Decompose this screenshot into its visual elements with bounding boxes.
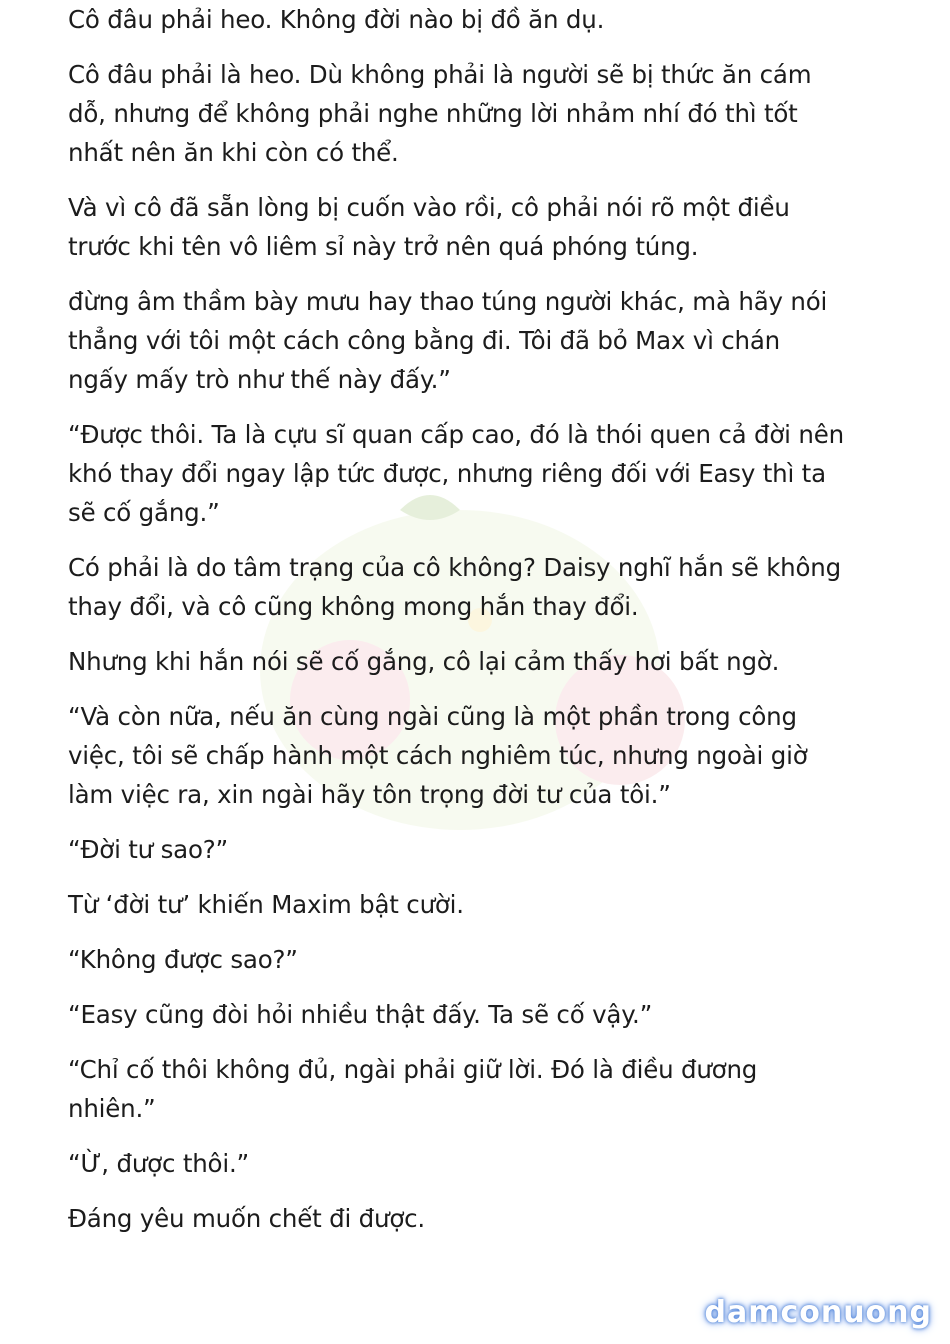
paragraph [68, 1050, 898, 1128]
text-line: Cô đâu phải là heo. Dù không phải là người sẽ bị thức ăn cám [68, 60, 812, 89]
text-line: trước khi tên vô liêm sỉ này trở nên quá phóng túng. [68, 232, 699, 261]
paragraph [68, 642, 898, 681]
text-line: nhiên.” [68, 1094, 156, 1123]
text-line: dỗ, nhưng để không phải nghe những lời nhảm nhí đó thì tốt [68, 99, 798, 128]
paragraph [68, 1199, 898, 1238]
document-body [68, 0, 898, 1254]
text-line: Đáng yêu muốn chết đi được. [68, 1204, 425, 1233]
text-line: sẽ cố gắng.” [68, 498, 220, 527]
text-line: “Đời tư sao?” [68, 835, 229, 864]
paragraph [68, 548, 898, 626]
text-line: “Chỉ cố thôi không đủ, ngài phải giữ lời. Đó là điều đương [68, 1055, 758, 1084]
paragraph [68, 188, 898, 266]
text-line: làm việc ra, xin ngài hãy tôn trọng đời tư của tôi.” [68, 780, 671, 809]
watermark-brand: damconuong [704, 1295, 932, 1330]
text-line: nhất nên ăn khi còn có thể. [68, 138, 399, 167]
paragraph [68, 0, 898, 39]
text-line: Có phải là do tâm trạng của cô không? Daisy nghĩ hắn sẽ không [68, 553, 841, 582]
text-line: khó thay đổi ngay lập tức được, nhưng riêng đối với Easy thì ta [68, 459, 826, 488]
text-line: thay đổi, và cô cũng không mong hắn thay đổi. [68, 592, 639, 621]
paragraph [68, 830, 898, 869]
text-line: đừng âm thầm bày mưu hay thao túng người khác, mà hãy nói [68, 287, 828, 316]
paragraph [68, 995, 898, 1034]
text-line: ngấy mấy trò như thế này đấy.” [68, 365, 451, 394]
paragraph [68, 415, 898, 532]
text-line: “Ừ, được thôi.” [68, 1149, 250, 1178]
text-line: Nhưng khi hắn nói sẽ cố gắng, cô lại cảm thấy hơi bất ngờ. [68, 647, 780, 676]
text-line: “Easy cũng đòi hỏi nhiều thật đấy. Ta sẽ cố vậy.” [68, 1000, 653, 1029]
paragraph [68, 55, 898, 172]
text-line: “Không được sao?” [68, 945, 298, 974]
paragraph [68, 1144, 898, 1183]
text-line: Từ ‘đời tư’ khiến Maxim bật cười. [68, 890, 464, 919]
text-line: Và vì cô đã sẵn lòng bị cuốn vào rồi, cô phải nói rõ một điều [68, 193, 790, 222]
text-line: “Được thôi. Ta là cựu sĩ quan cấp cao, đó là thói quen cả đời nên [68, 420, 844, 449]
paragraph [68, 940, 898, 979]
text-line: việc, tôi sẽ chấp hành một cách nghiêm túc, nhưng ngoài giờ [68, 741, 808, 770]
paragraph [68, 885, 898, 924]
text-line: Cô đâu phải heo. Không đời nào bị đồ ăn dụ. [68, 5, 605, 34]
text-line: “Và còn nữa, nếu ăn cùng ngài cũng là một phần trong công [68, 702, 797, 731]
text-line: thẳng với tôi một cách công bằng đi. Tôi đã bỏ Max vì chán [68, 326, 780, 355]
paragraph [68, 697, 898, 814]
paragraph [68, 282, 898, 399]
